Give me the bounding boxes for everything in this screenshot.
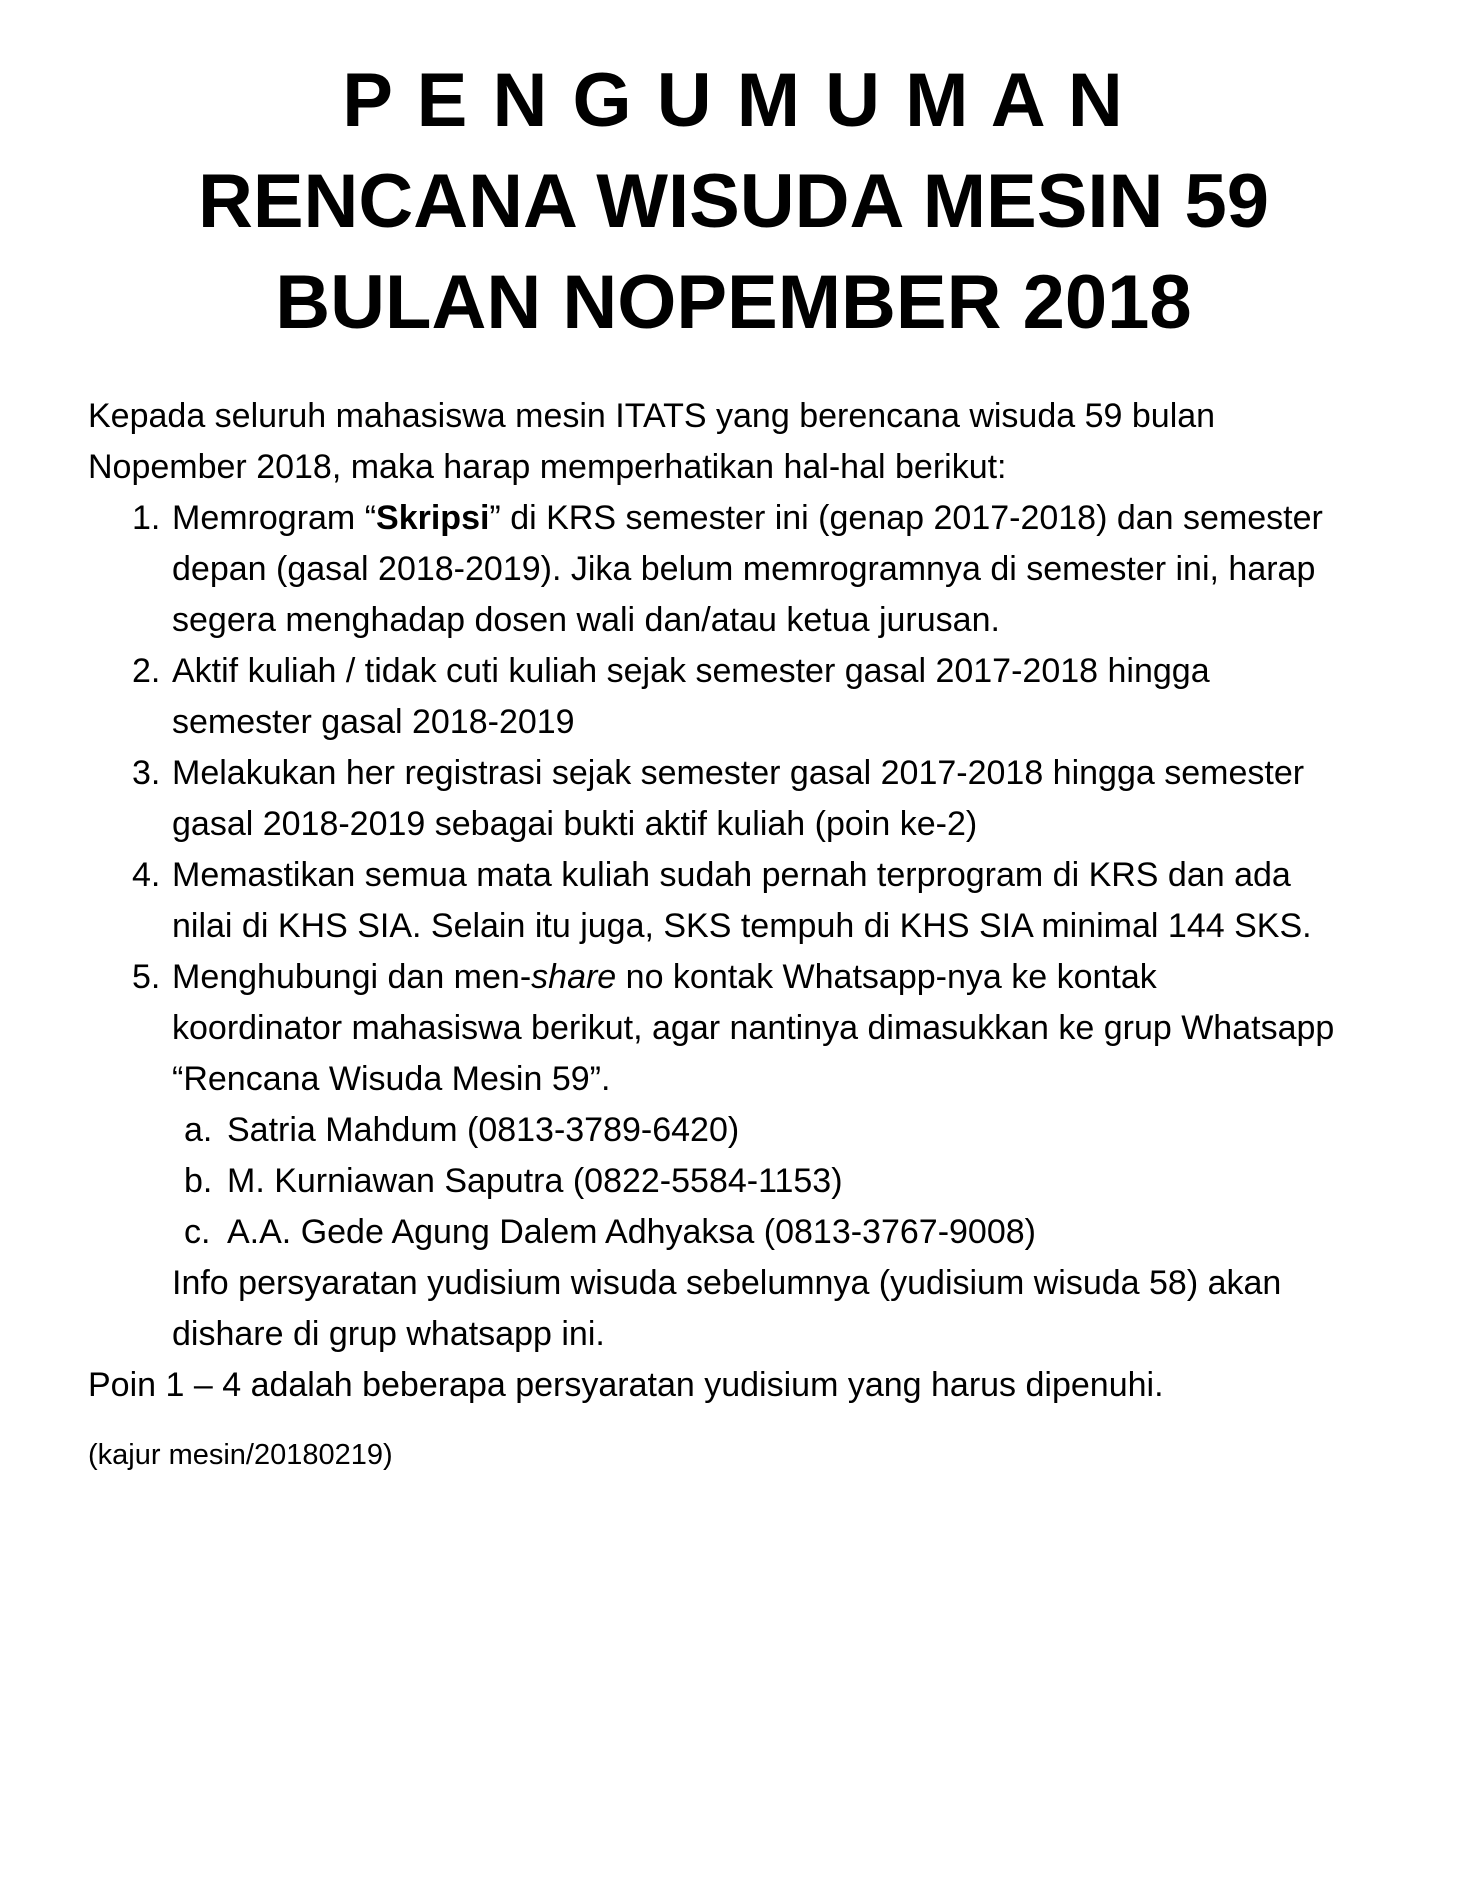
list-item-4-line-1	[88, 850, 1447, 901]
text-segment: Melakukan her registrasi sejak semester gasal 2017-2018 hingga semester	[172, 754, 1305, 792]
info-note-line-2: dishare di grup whatsapp ini.	[172, 1315, 605, 1353]
list-item-5-line-3: “Rencana Wisuda Mesin 59”.	[172, 1060, 611, 1098]
sub-item-b-letter: b.	[184, 1162, 213, 1200]
italic-text-share: share	[531, 958, 617, 996]
bold-text-skripsi: Skripsi	[376, 499, 490, 537]
contact-gede-agung: A.A. Gede Agung Dalem Adhyaksa (0813-3767-9008)	[227, 1213, 1036, 1251]
text-segment: no kontak Whatsapp-nya ke kontak	[616, 958, 1157, 996]
list-item-2-number: 2.	[132, 652, 161, 690]
text-segment: ” di KRS semester ini (genap 2017-2018) dan semester	[489, 499, 1323, 537]
list-item-4-number: 4.	[132, 856, 161, 894]
title-line-bulan-nopember: BULAN NOPEMBER 2018	[275, 260, 1192, 345]
title-line-rencana-wisuda: RENCANA WISUDA MESIN 59	[197, 159, 1270, 244]
closing-line: Poin 1 – 4 adalah beberapa persyaratan yudisium yang harus dipenuhi.	[88, 1366, 1164, 1404]
list-item-3-number: 3.	[132, 754, 161, 792]
document-title	[0, 0, 1467, 353]
list-item-3-line-1	[88, 748, 1447, 799]
list-item-2-line-1	[88, 646, 1447, 697]
contact-kurniawan-saputra: M. Kurniawan Saputra (0822-5584-1153)	[227, 1162, 843, 1200]
document-footer: (kajur mesin/20180219)	[88, 1439, 393, 1471]
list-item-5-line-1	[88, 952, 1447, 1003]
list-item-4-line-2: nilai di KHS SIA. Selain itu juga, SKS tempuh di KHS SIA minimal 144 SKS.	[172, 907, 1312, 945]
text-segment: Memrogram “	[172, 499, 377, 537]
list-item-1-line-1	[88, 493, 1447, 544]
list-item-5-number: 5.	[132, 958, 161, 996]
sub-item-a	[88, 1105, 1447, 1156]
intro-line-2: Nopember 2018, maka harap memperhatikan hal-hal berikut:	[88, 448, 1007, 486]
info-note-line-1: Info persyaratan yudisium wisuda sebelumnya (yudisium wisuda 58) akan	[172, 1264, 1282, 1302]
text-segment: Memastikan semua mata kuliah sudah pernah terprogram di KRS dan ada	[172, 856, 1291, 894]
sub-item-a-letter: a.	[184, 1111, 213, 1149]
title-line-pengumuman: P E N G U M U M A N	[342, 58, 1125, 143]
text-segment: Menghubungi dan men-	[172, 958, 532, 996]
list-item-1-line-2: depan (gasal 2018-2019). Jika belum memrogramnya di semester ini, harap	[172, 550, 1316, 588]
list-item-1-line-3: segera menghadap dosen wali dan/atau ketua jurusan.	[172, 601, 1000, 639]
text-segment: Aktif kuliah / tidak cuti kuliah sejak semester gasal 2017-2018 hingga	[172, 652, 1210, 690]
document-body	[0, 391, 1467, 1411]
list-item-5-line-2: koordinator mahasiswa berikut, agar nantinya dimasukkan ke grup Whatsapp	[172, 1009, 1335, 1047]
sub-item-b	[88, 1156, 1447, 1207]
sub-item-c	[88, 1207, 1447, 1258]
list-item-2-line-2: semester gasal 2018-2019	[172, 703, 575, 741]
contact-satria-mahdum: Satria Mahdum (0813-3789-6420)	[227, 1111, 740, 1149]
list-item-3-line-2: gasal 2018-2019 sebagai bukti aktif kuliah (poin ke-2)	[172, 805, 978, 843]
intro-line-1: Kepada seluruh mahasiswa mesin ITATS yang berencana wisuda 59 bulan	[88, 397, 1216, 435]
list-item-1-number: 1.	[132, 499, 161, 537]
sub-item-c-letter: c.	[184, 1213, 211, 1251]
